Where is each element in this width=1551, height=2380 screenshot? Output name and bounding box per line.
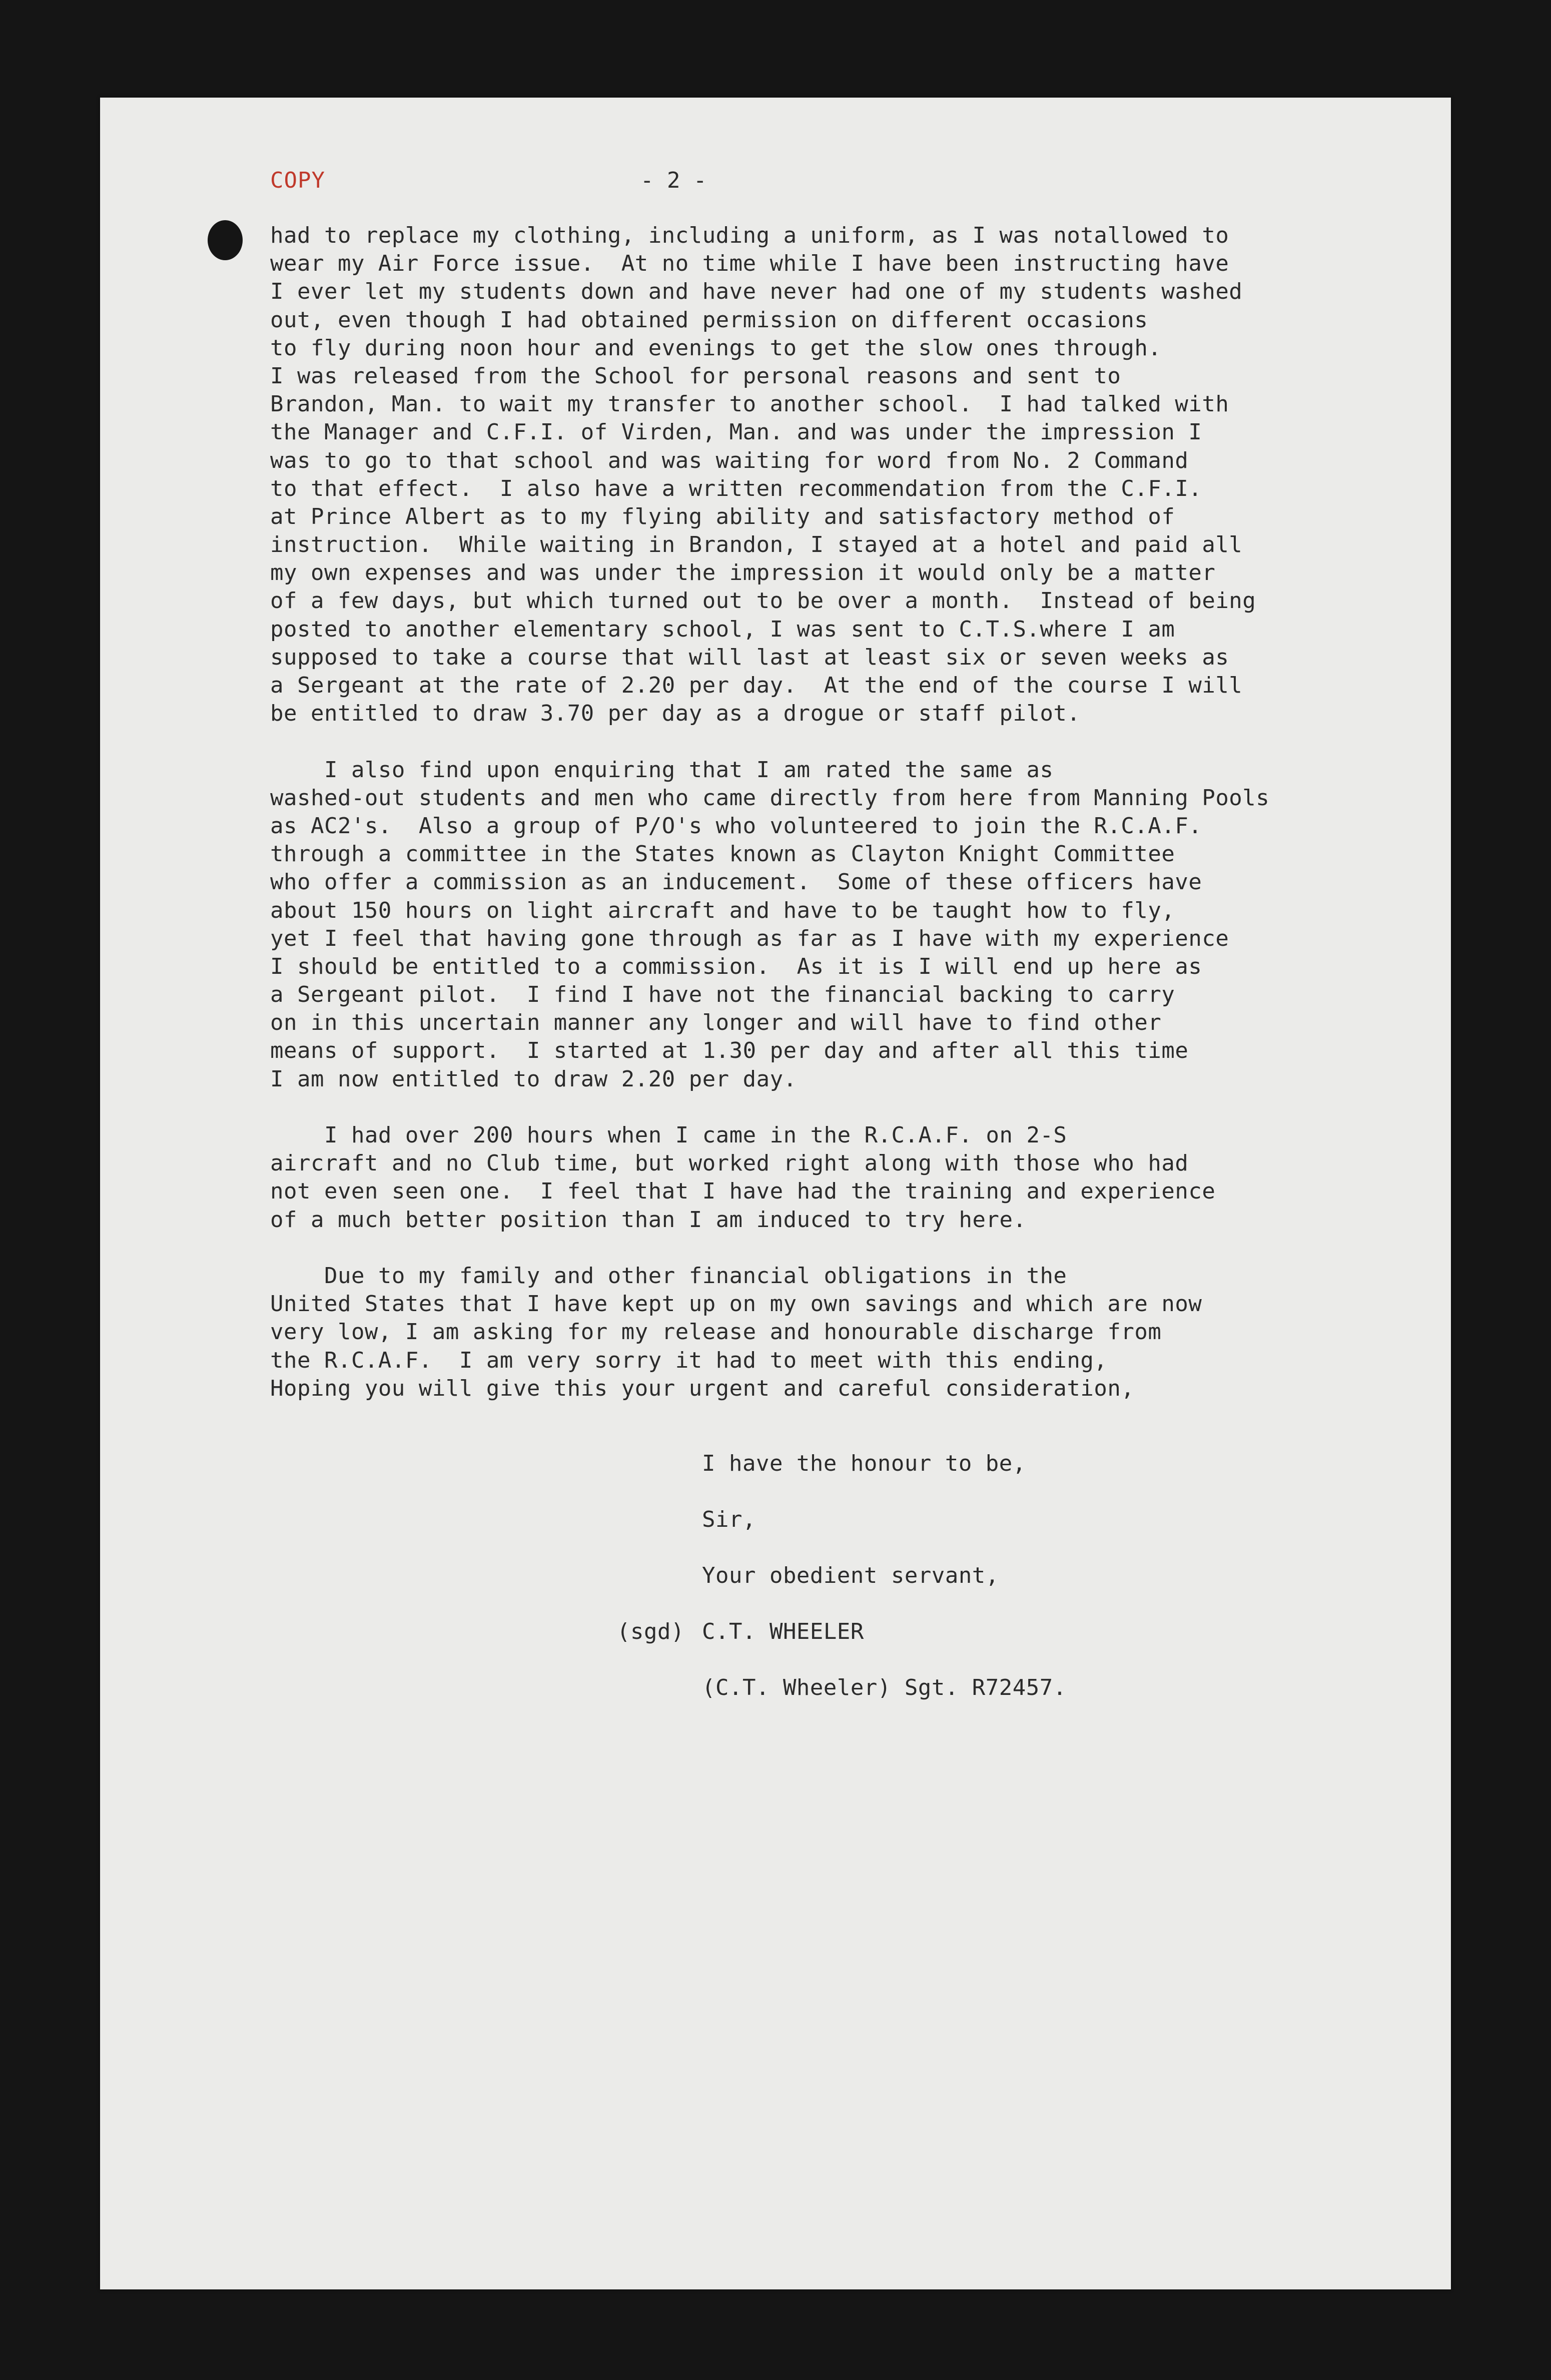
body-line: a Sergeant at the rate of 2.20 per day. At the end of the course I will bbox=[270, 673, 1243, 698]
body-line: to fly during noon hour and evenings to get the slow ones through. bbox=[270, 335, 1162, 361]
body-line: wear my Air Force issue. At no time while I have been instructing have bbox=[270, 251, 1229, 277]
typed-name: (C.T. Wheeler) Sgt. R72457. bbox=[702, 1675, 1067, 1700]
body-line: washed-out students and men who came directly from here from Manning Pools bbox=[270, 785, 1270, 811]
body-line: out, even though I had obtained permission on different occasions bbox=[270, 307, 1148, 333]
body-line: I ever let my students down and have never had one of my students washed bbox=[270, 279, 1243, 305]
body-line: yet I feel that having gone through as far as I have with my experience bbox=[270, 925, 1229, 951]
closing-line-1: I have the honour to be, bbox=[702, 1451, 1026, 1476]
body-line: a Sergeant pilot. I find I have not the financial backing to carry bbox=[270, 982, 1175, 1008]
body-line: be entitled to draw 3.70 per day as a drogue or staff pilot. bbox=[270, 701, 1081, 727]
letter-body bbox=[270, 222, 1269, 1403]
document-page bbox=[100, 98, 1451, 2289]
body-line: means of support. I started at 1.30 per day and after all this time bbox=[270, 1038, 1189, 1064]
body-line: United States that I have kept up on my own savings and which are now bbox=[270, 1291, 1202, 1317]
body-line: posted to another elementary school, I was sent to C.T.S.where I am bbox=[270, 616, 1175, 642]
paragraph-gap bbox=[270, 1234, 1269, 1262]
body-line: through a committee in the States known as Clayton Knight Committee bbox=[270, 841, 1175, 867]
body-line: to that effect. I also have a written recommendation from the C.F.I. bbox=[270, 475, 1202, 501]
body-line: supposed to take a course that will last at least six or seven weeks as bbox=[270, 644, 1229, 670]
closing-line-3: Your obedient servant, bbox=[702, 1563, 999, 1588]
body-line: very low, I am asking for my release and honourable discharge from bbox=[270, 1319, 1162, 1345]
signature-name: C.T. WHEELER bbox=[702, 1619, 864, 1644]
body-line: I was released from the School for personal reasons and sent to bbox=[270, 363, 1121, 389]
body-line: who offer a commission as an inducement. Some of these officers have bbox=[270, 869, 1202, 895]
body-line: not even seen one. I feel that I have had the training and experience bbox=[270, 1178, 1216, 1205]
body-line: had to replace my clothing, including a uniform, as I was notallowed to bbox=[270, 223, 1229, 248]
body-line: the R.C.A.F. I am very sorry it had to meet with this ending, bbox=[270, 1347, 1108, 1373]
punch-hole bbox=[208, 220, 243, 260]
body-line: Hoping you will give this your urgent and careful consideration, bbox=[270, 1375, 1135, 1401]
paragraph-gap bbox=[270, 1093, 1269, 1121]
body-line: aircraft and no Club time, but worked right along with those who had bbox=[270, 1150, 1189, 1176]
body-line: my own expenses and was under the impression it would only be a matter bbox=[270, 560, 1216, 586]
body-line: Brandon, Man. to wait my transfer to another school. I had talked with bbox=[270, 391, 1229, 417]
body-line: I am now entitled to draw 2.20 per day. bbox=[270, 1066, 797, 1092]
body-line: the Manager and C.F.I. of Virden, Man. and was under the impression I bbox=[270, 419, 1202, 445]
body-line: I also find upon enquiring that I am rated the same as bbox=[270, 757, 1054, 783]
body-line: as AC2's. Also a group of P/O's who volunteered to join the R.C.A.F. bbox=[270, 813, 1202, 839]
body-line: of a few days, but which turned out to be over a month. Instead of being bbox=[270, 588, 1256, 614]
body-line: of a much better position than I am induced to try here. bbox=[270, 1207, 1027, 1233]
closing-line-2: Sir, bbox=[702, 1507, 756, 1532]
body-line: I should be entitled to a commission. As it is I will end up here as bbox=[270, 953, 1202, 979]
body-line: at Prince Albert as to my flying ability and satisfactory method of bbox=[270, 503, 1175, 529]
body-line: was to go to that school and was waiting for word from No. 2 Command bbox=[270, 447, 1189, 473]
body-line: instruction. While waiting in Brandon, I stayed at a hotel and paid all bbox=[270, 532, 1243, 558]
sgd-marker: (sgd) bbox=[617, 1619, 684, 1644]
page-number: - 2 - bbox=[640, 168, 707, 193]
copy-stamp: COPY bbox=[270, 168, 325, 193]
body-line: on in this uncertain manner any longer and will have to find other bbox=[270, 1010, 1162, 1036]
paragraph-gap bbox=[270, 728, 1269, 756]
body-line: I had over 200 hours when I came in the R.C.A.F. on 2-S bbox=[270, 1122, 1067, 1148]
body-line: Due to my family and other financial obligations in the bbox=[270, 1263, 1067, 1289]
body-line: about 150 hours on light aircraft and have to be taught how to fly, bbox=[270, 897, 1175, 923]
